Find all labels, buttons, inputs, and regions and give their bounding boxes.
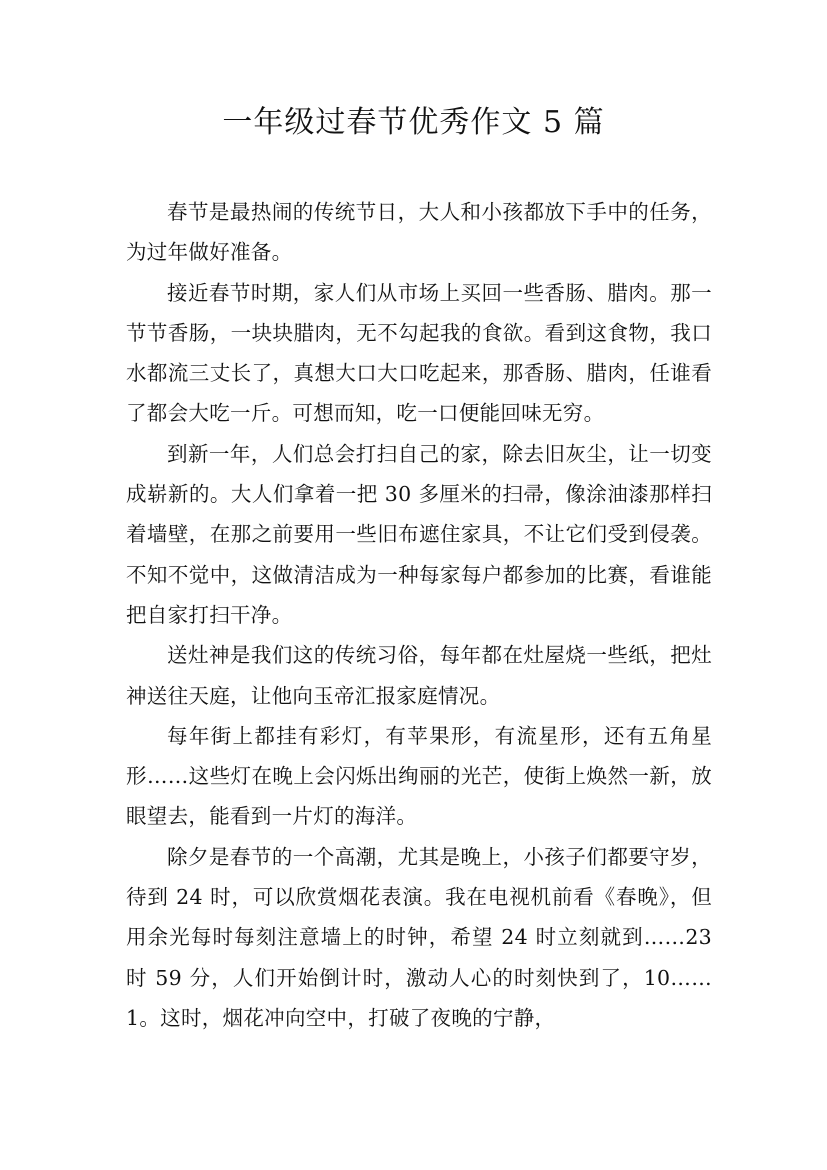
paragraph: 春节是最热闹的传统节日，大人和小孩都放下手中的任务，为过年做好准备。: [126, 200, 712, 265]
document-title: 一年级过春节优秀作文 5 篇: [222, 105, 605, 140]
paragraph: 到新一年，人们总会打扫自己的家，除去旧灰尘，让一切变成崭新的。大人们拿着一把 30 多厘米的扫帚，像涂油漆那样扫着墙壁，在那之前要用一些旧布遮住家具，不让它们受到侵袭。不知不觉中，这做清洁成为一种每家每户都参加的比赛，看谁能把自家打扫干净。: [126, 441, 712, 627]
paragraph: 除夕是春节的一个高潮，尤其是晚上，小孩子们都要守岁，待到 24 时，可以欣赏烟花表演。我在电视机前看《春晚》，但用余光每时每刻注意墙上的时钟，希望 24 时立刻就到……23 时 59 分，人们开始倒计时，激动人心的时刻快到了，10……1。这时，烟花冲向空中，打破了夜晚的宁静，: [126, 844, 712, 1030]
paragraph: 送灶神是我们这的传统习俗，每年都在灶屋烧一些纸，把灶神送往天庭，让他向玉帝汇报家庭情况。: [126, 643, 712, 708]
document-body: [126, 192, 712, 1038]
paragraph: 接近春节时期，家人们从市场上买回一些香肠、腊肉。那一节节香肠，一块块腊肉，无不勾起我的食欲。看到这食物，我口水都流三丈长了，真想大口大口吃起来，那香肠、腊肉，任谁看了都会大吃一斤。可想而知，吃一口便能回味无穷。: [126, 280, 712, 426]
paragraph: 每年街上都挂有彩灯，有苹果形，有流星形，还有五角星形……这些灯在晚上会闪烁出绚丽的光芒，使街上焕然一新，放眼望去，能看到一片灯的海洋。: [126, 723, 712, 829]
